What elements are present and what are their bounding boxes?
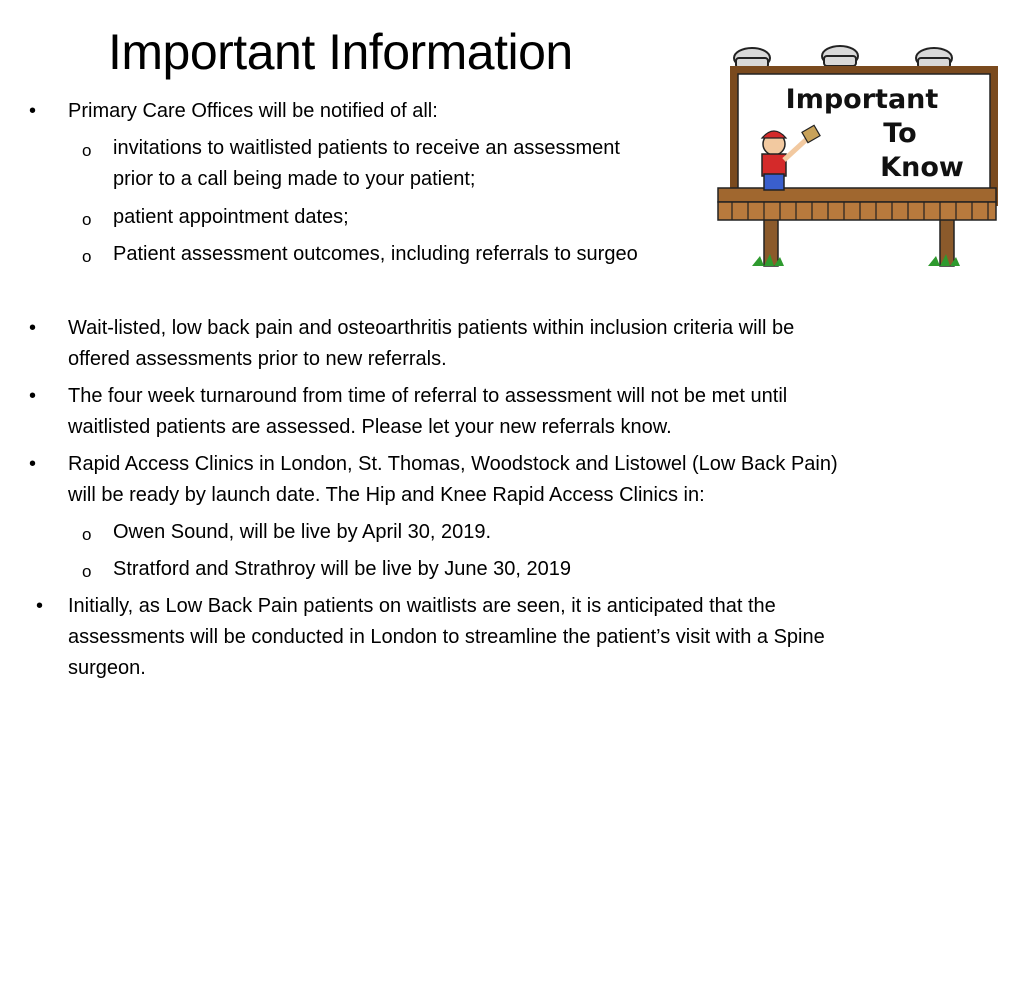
slide: Important Information Important To Know • Primary Care Offices will be notified of all: o invitations to waitlisted patients to receive an assessment prior to a call being made to your patient; o patient appointment dates; o Patient assessment outcomes, including referrals to surgeo • Wait-listed, low back pain and osteoarthritis patients within inclusion criteria will be offered assessments prior to new referrals. • The four week turnaround from time of referral to assessment will not be met until waitlisted patients are assessed. Please let your new referrals know. • Rapid Access Clinics in London, St. Thomas, Woodstock and Listowel (Low Back Pain) will be ready by launch date. The Hip and Knee Rapid Access Clinics in: o Owen Sound, will be live by April 30, 2019. o Stratford and Strathroy will be live by June 30, 2019 • Initially, as Low Back Pain patients on waitlists are seen, it is anticipated that the assessments will be conducted in London to streamline the patient’s visit with a Spine surgeon. — [0, 0, 1024, 768]
bullet-marker: • — [29, 317, 37, 339]
bullet-marker: • — [36, 595, 44, 617]
slide-title: Important Information — [108, 24, 573, 80]
bullet-marker: • — [29, 100, 37, 122]
bullet-marker: o — [82, 525, 92, 544]
bullet-marker: • — [29, 453, 37, 475]
bullet-marker: o — [82, 247, 92, 266]
bullet-marker: • — [29, 385, 37, 407]
svg-text:Know: Know — [880, 152, 964, 183]
bullet-marker: o — [82, 210, 92, 229]
important-to-know-sign-icon — [712, 40, 1002, 275]
svg-text:Important: Important — [785, 84, 939, 115]
bullet-marker: o — [82, 141, 92, 160]
bullet-marker: o — [82, 562, 92, 581]
svg-text:To: To — [883, 118, 917, 149]
